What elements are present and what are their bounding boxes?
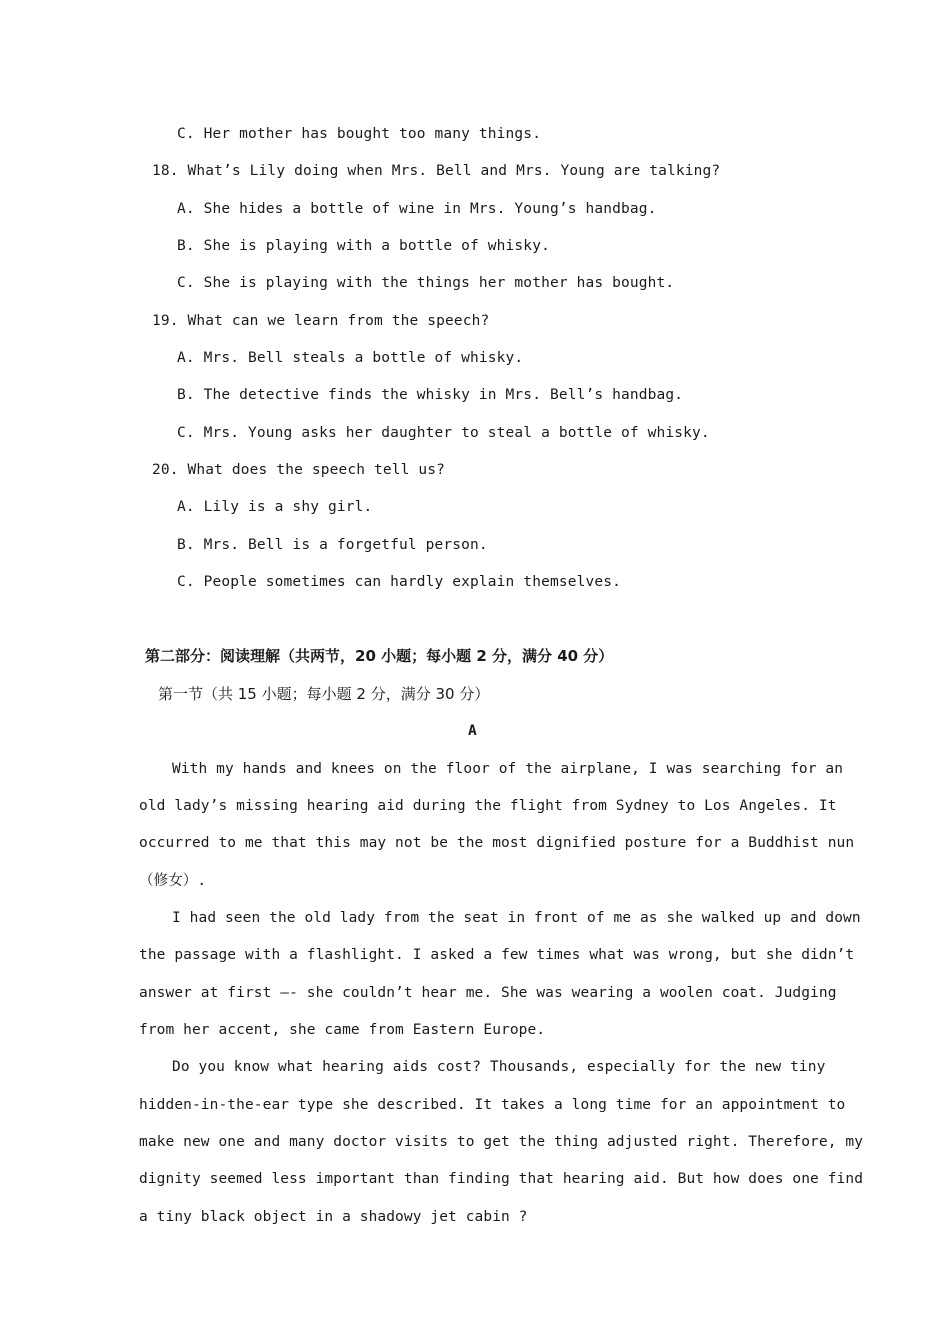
passage-line: （修女）. — [139, 873, 207, 889]
q18-question: 18. What’s Lily doing when Mrs. Bell and Mrs. Young are talking? — [152, 163, 721, 179]
passage-line: make new one and many doctor visits to get the thing adjusted right. Therefore, my — [139, 1134, 864, 1150]
q18-option-b: B. She is playing with a bottle of whisky. — [177, 238, 550, 254]
passage-line: a tiny black object in a shadowy jet cabin ? — [139, 1209, 528, 1225]
passage-line: old lady’s missing hearing aid during the flight from Sydney to Los Angeles. It — [139, 798, 837, 814]
passage-line: dignity seemed less important than finding that hearing aid. But how does one find — [139, 1171, 864, 1187]
q18-option-a: A. She hides a bottle of wine in Mrs. Young’s handbag. — [177, 201, 657, 217]
section-one-heading: 第一节（共 15 小题；每小题 2 分，满分 30 分） — [158, 685, 490, 703]
q19-option-c: C. Mrs. Young asks her daughter to steal a bottle of whisky. — [177, 425, 710, 441]
q20-option-b: B. Mrs. Bell is a forgetful person. — [177, 537, 488, 553]
passage-line: from her accent, she came from Eastern Europe. — [139, 1022, 546, 1038]
q20-option-c: C. People sometimes can hardly explain themselves. — [177, 574, 621, 590]
q19-option-a: A. Mrs. Bell steals a bottle of whisky. — [177, 350, 524, 366]
q18-option-c: C. She is playing with the things her mother has bought. — [177, 275, 675, 291]
part-two-heading: 第二部分：阅读理解（共两节，20 小题；每小题 2 分，满分 40 分） — [145, 647, 614, 665]
passage-line: Do you know what hearing aids cost? Thousands, especially for the new tiny — [172, 1059, 826, 1075]
q17-option-c: C. Her mother has bought too many things. — [177, 126, 542, 142]
passage-line: answer at first —- she couldn’t hear me. She was wearing a woolen coat. Judging — [139, 985, 837, 1001]
q19-option-b: B. The detective finds the whisky in Mrs. Bell’s handbag. — [177, 387, 684, 403]
passage-line: hidden-in-the-ear type she described. It takes a long time for an appointment to — [139, 1097, 846, 1113]
passage-line: the passage with a flashlight. I asked a few times what was wrong, but she didn’t — [139, 947, 855, 963]
q20-question: 20. What does the speech tell us? — [152, 462, 446, 478]
passage-label: A — [468, 723, 477, 739]
passage-line: With my hands and knees on the floor of the airplane, I was searching for an — [172, 761, 844, 777]
passage-line: I had seen the old lady from the seat in front of me as she walked up and down — [172, 910, 861, 926]
passage-line: occurred to me that this may not be the most dignified posture for a Buddhist nun — [139, 835, 855, 851]
q19-question: 19. What can we learn from the speech? — [152, 313, 490, 329]
q20-option-a: A. Lily is a shy girl. — [177, 499, 373, 515]
